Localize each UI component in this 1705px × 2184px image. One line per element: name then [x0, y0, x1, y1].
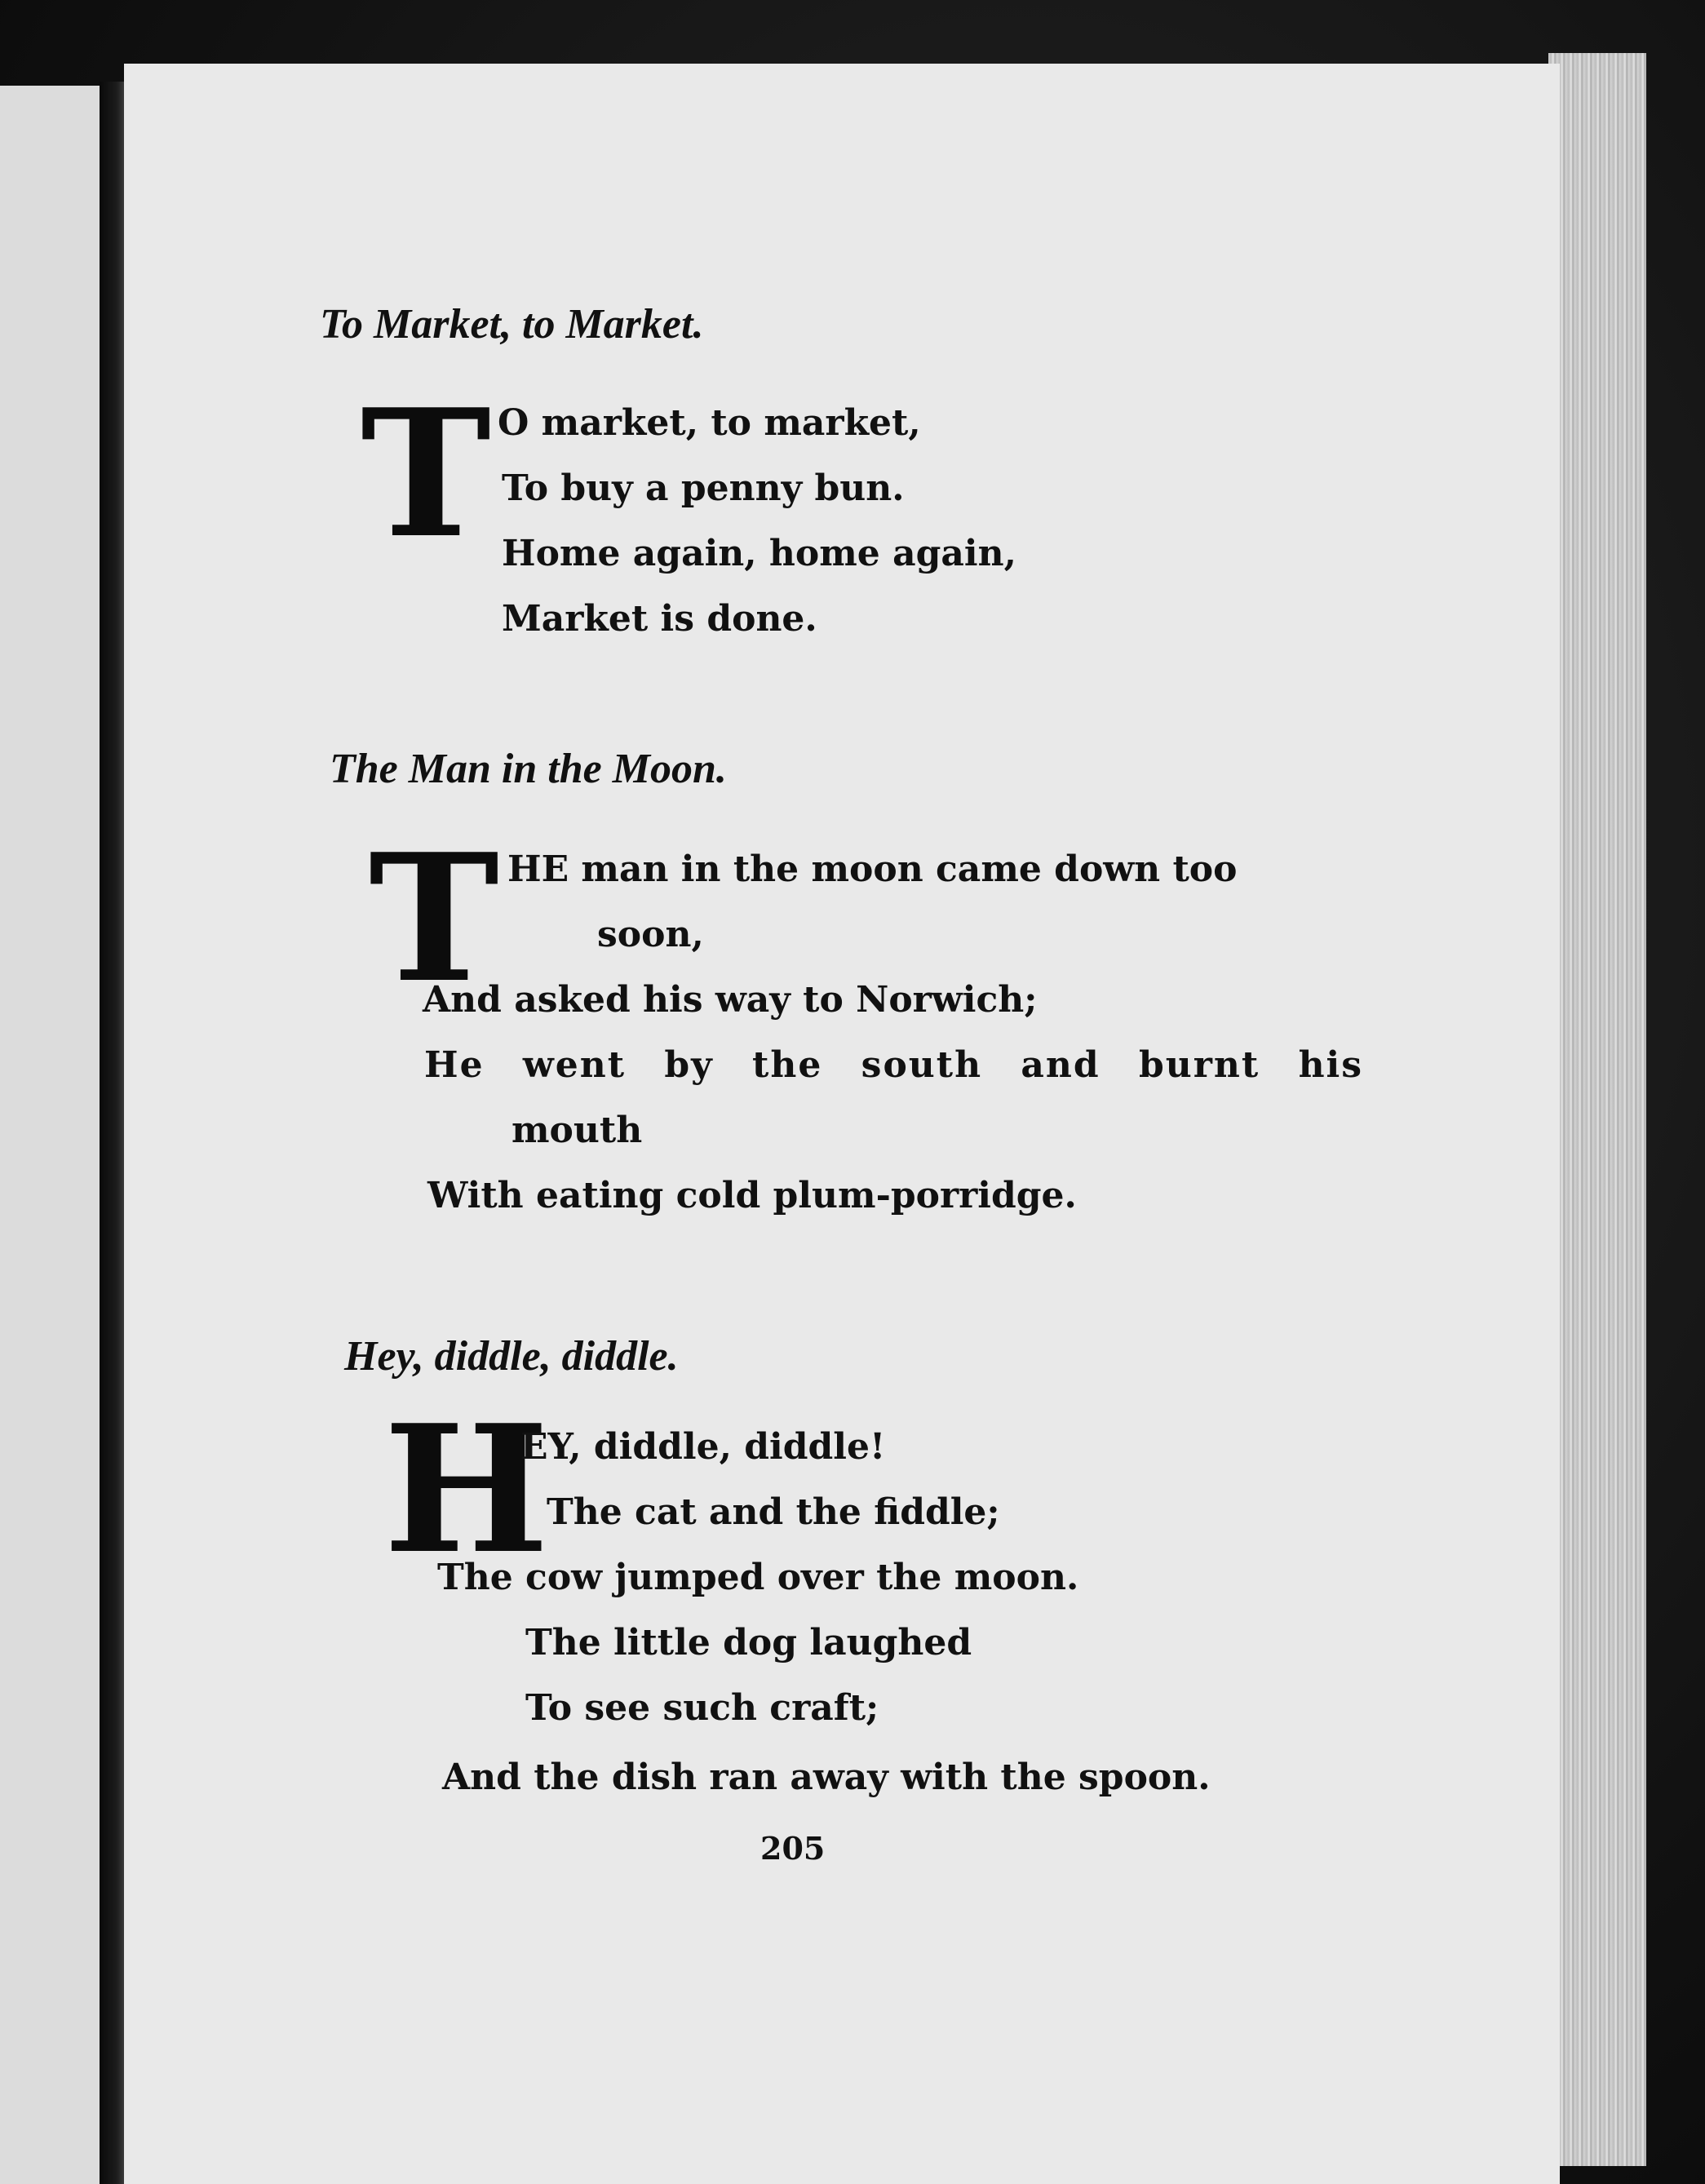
verse-line: To see such craft;	[525, 1687, 879, 1729]
book-gutter	[100, 82, 124, 2184]
verse-title: Hey, diddle, diddle.	[344, 1333, 679, 1380]
verse-line: To buy a penny bun.	[502, 467, 905, 509]
drop-cap-initial: T	[369, 815, 499, 1021]
verse-line: And the dish ran away with the spoon.	[442, 1757, 1211, 1798]
verse-line: He went by the south and burnt his	[424, 1044, 1364, 1086]
facing-page-edge	[0, 86, 100, 2184]
verse-line: mouth	[512, 1110, 643, 1151]
verse-line: EY, diddle, diddle!	[520, 1426, 886, 1468]
page-number: 205	[760, 1830, 826, 1867]
verse-line: And asked his way to Norwich;	[423, 979, 1038, 1021]
verse-line: HE man in the moon came down too	[507, 848, 1238, 890]
page-edges	[1548, 53, 1646, 2166]
verse-line: Home again, home again,	[502, 533, 1016, 574]
book-page	[124, 64, 1560, 2184]
verse-line: With eating cold plum-porridge.	[427, 1175, 1077, 1216]
verse-title: To Market, to Market.	[320, 301, 704, 348]
verse-line: soon,	[597, 914, 704, 955]
verse-line: The cow jumped over the moon.	[437, 1557, 1079, 1598]
verse-line: Market is done.	[502, 598, 817, 640]
verse-line: The little dog laughed	[525, 1622, 972, 1663]
verse-line: The cat and the fiddle;	[547, 1491, 1000, 1533]
drop-cap-initial: H	[383, 1386, 550, 1593]
verse-line: O market, to market,	[498, 402, 921, 444]
drop-cap-initial: T	[361, 370, 491, 577]
verse-title: The Man in the Moon.	[330, 746, 727, 792]
